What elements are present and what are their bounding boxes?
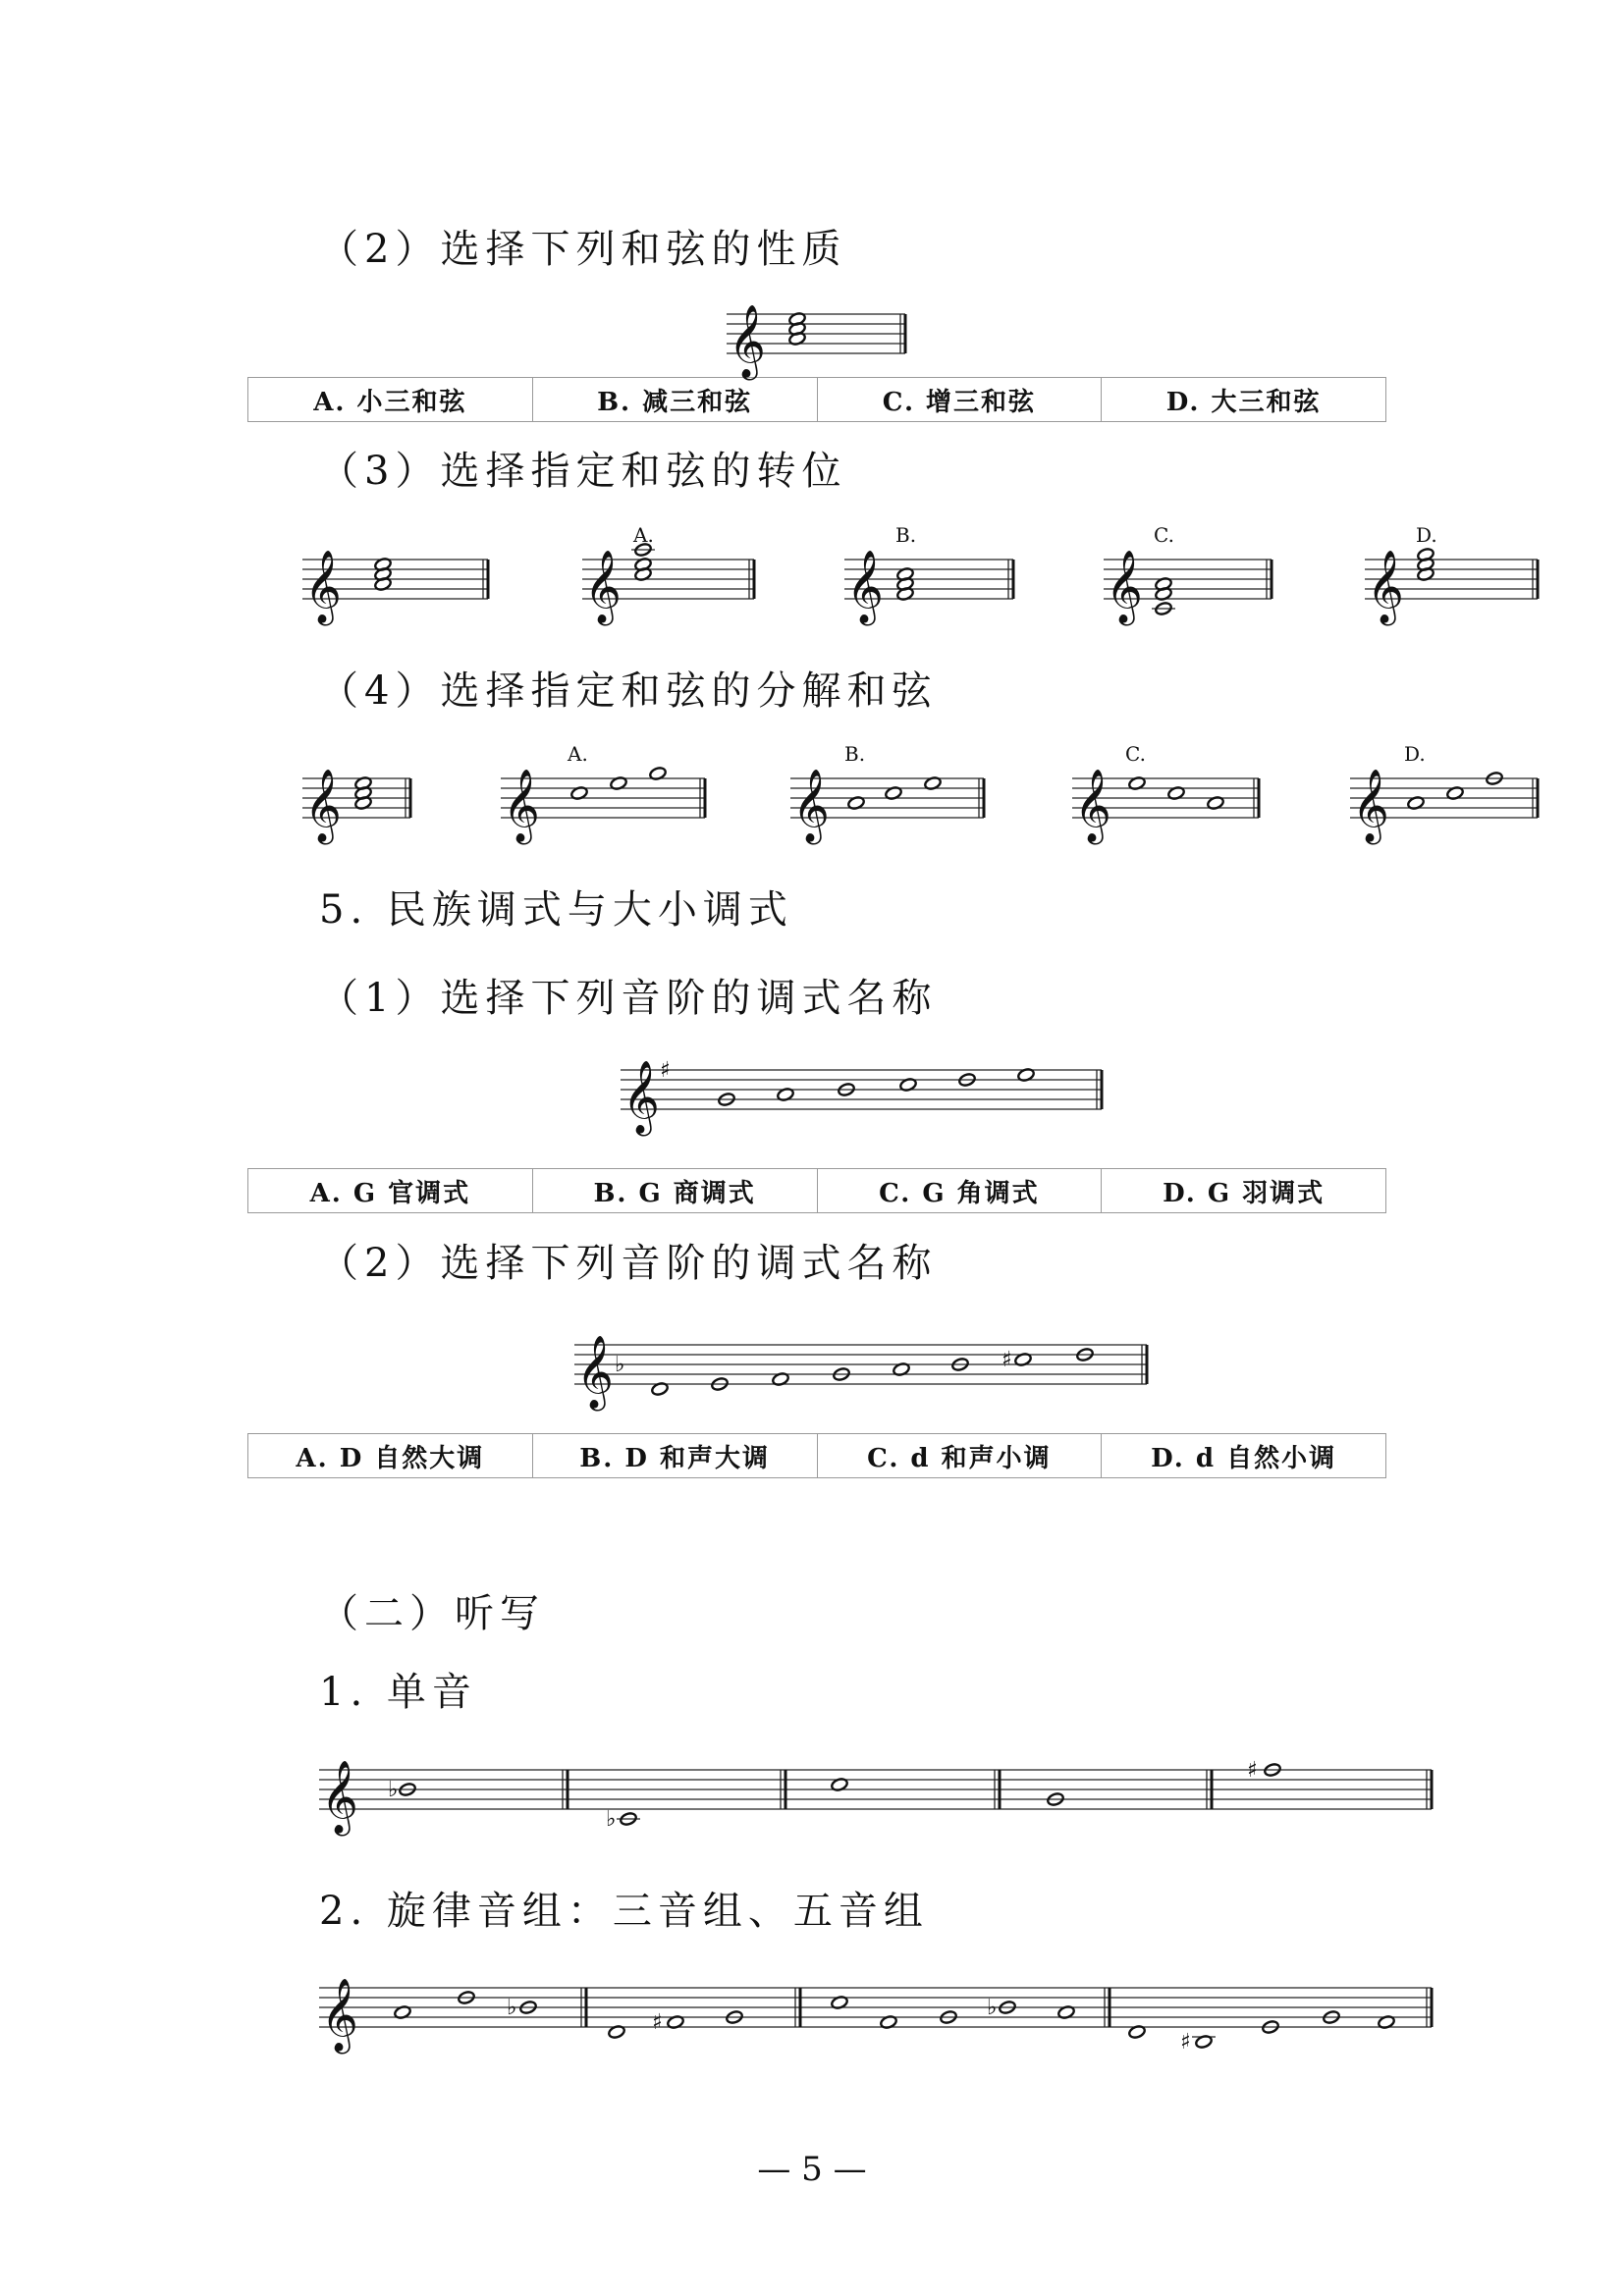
heading-scale-2: （2）选择下列音阶的调式名称 (319, 1241, 938, 1286)
sharp-icon: ♯ (652, 2010, 663, 2035)
whole-note-icon (1486, 771, 1504, 785)
whole-note-icon (1195, 2034, 1214, 2049)
option-b[interactable]: B. G 商调式 (532, 1169, 817, 1213)
whole-note-icon (899, 1077, 918, 1092)
flat-icon: ♭ (987, 1996, 998, 2020)
whole-note-icon (896, 586, 915, 601)
whole-note-icon (833, 1366, 851, 1381)
heading-broken-chord: （4）选择指定和弦的分解和弦 (319, 668, 938, 714)
whole-note-icon (570, 785, 589, 800)
treble-clef-icon: 𝄞 (584, 551, 622, 623)
sharp-icon: ♯ (1247, 1758, 1258, 1783)
treble-clef-icon: 𝄞 (1352, 770, 1389, 842)
flat-icon: ♭ (507, 1996, 517, 2020)
whole-note-icon (634, 542, 653, 557)
whole-note-icon (620, 1811, 638, 1826)
chord-quality-options (247, 377, 1386, 422)
whole-note-icon (649, 766, 668, 780)
option-c[interactable]: C. G 角调式 (817, 1169, 1102, 1213)
whole-note-icon (1323, 2009, 1341, 2024)
heading-melodic-group: 2. 旋律音组：三音组、五音组 (319, 1889, 929, 1934)
option-a[interactable]: A. G 官调式 (248, 1169, 533, 1213)
treble-clef-icon: 𝄞 (321, 1979, 358, 2052)
scale1-options (247, 1168, 1386, 1213)
whole-note-icon (667, 2014, 685, 2029)
heading-inversion: （3）选择指定和弦的转位 (319, 449, 847, 494)
whole-note-icon (1128, 775, 1147, 790)
whole-note-icon (772, 1371, 790, 1386)
whole-note-icon (1155, 601, 1173, 615)
option-c[interactable]: C. 增三和弦 (817, 378, 1102, 422)
whole-note-icon (374, 566, 393, 581)
whole-note-icon (880, 2014, 898, 2029)
sharp-icon: ♯ (1001, 1348, 1012, 1372)
whole-note-icon (1155, 586, 1173, 601)
whole-note-icon (1076, 1347, 1095, 1362)
option-b[interactable]: B. D 和声大调 (532, 1434, 817, 1478)
whole-note-icon (838, 1082, 856, 1096)
whole-note-icon (458, 1990, 476, 2004)
whole-note-icon (718, 1092, 736, 1106)
option-a[interactable]: A. 小三和弦 (248, 378, 533, 422)
whole-note-icon (1446, 785, 1465, 800)
scale2-options (247, 1433, 1386, 1478)
treble-clef-icon: 𝄞 (1106, 551, 1143, 623)
whole-note-icon (1417, 547, 1435, 561)
option-d[interactable]: D. G 羽调式 (1102, 1169, 1386, 1213)
whole-note-icon (1167, 785, 1186, 800)
option-b[interactable]: B. 减三和弦 (532, 378, 817, 422)
whole-note-icon (999, 2000, 1017, 2014)
heading-dictation: （二）听写 (319, 1591, 545, 1636)
whole-note-icon (651, 1381, 670, 1396)
whole-note-icon (354, 795, 373, 810)
whole-note-icon (788, 321, 807, 336)
choice-label: B. (844, 742, 866, 766)
whole-note-icon (777, 1087, 795, 1101)
whole-note-icon (1047, 1791, 1065, 1806)
whole-note-icon (1014, 1352, 1033, 1366)
treble-clef-icon: 𝄞 (576, 1336, 614, 1409)
whole-note-icon (634, 557, 653, 571)
whole-note-icon (399, 1782, 417, 1796)
treble-clef-icon: 𝄞 (623, 1061, 660, 1134)
heading-scale-1: （1）选择下列音阶的调式名称 (319, 976, 938, 1021)
whole-note-icon (896, 566, 915, 581)
treble-clef-icon: 𝄞 (304, 551, 342, 623)
choice-label: A. (568, 742, 588, 766)
heading-chord-quality: （2）选择下列和弦的性质 (319, 227, 847, 272)
whole-note-icon (1417, 566, 1435, 581)
treble-clef-icon: 𝄞 (1367, 551, 1404, 623)
whole-note-icon (788, 331, 807, 346)
whole-note-icon (940, 2009, 958, 2024)
choice-label: A. (633, 523, 654, 547)
whole-note-icon (1057, 2004, 1076, 2019)
choice-label: C. (1125, 742, 1146, 766)
choice-label: D. (1404, 742, 1426, 766)
whole-note-icon (354, 775, 373, 790)
whole-note-icon (1017, 1067, 1036, 1082)
whole-note-icon (885, 785, 903, 800)
whole-note-icon (726, 2009, 744, 2024)
whole-note-icon (958, 1072, 977, 1087)
whole-note-icon (1207, 795, 1225, 810)
page-number: — 5 — (757, 2150, 867, 2189)
whole-note-icon (519, 2000, 538, 2014)
treble-clef-icon: 𝄞 (304, 770, 342, 842)
choice-label: C. (1154, 523, 1174, 547)
treble-clef-icon: 𝄞 (321, 1761, 358, 1834)
whole-note-icon (374, 576, 393, 591)
whole-note-icon (831, 1995, 849, 2009)
flat-icon: ♭ (388, 1778, 399, 1802)
whole-note-icon (788, 311, 807, 326)
treble-clef-icon: 𝄞 (1074, 770, 1111, 842)
treble-clef-icon: 𝄞 (792, 770, 830, 842)
sharp-icon: ♯ (660, 1058, 671, 1083)
whole-note-icon (847, 795, 866, 810)
whole-note-icon (610, 775, 628, 790)
whole-note-icon (1378, 2014, 1396, 2029)
treble-clef-icon: 𝄞 (503, 770, 540, 842)
whole-note-icon (354, 785, 373, 800)
staff-chord-quality (0, 0, 1, 1)
option-d[interactable]: D. 大三和弦 (1102, 378, 1386, 422)
whole-note-icon (1417, 557, 1435, 571)
whole-note-icon (831, 1777, 849, 1791)
option-c[interactable]: C. d 和声小调 (817, 1434, 1102, 1478)
whole-note-icon (1264, 1762, 1282, 1777)
flat-icon: ♭ (615, 1353, 625, 1377)
whole-note-icon (394, 2004, 412, 2019)
treble-clef-icon: 𝄞 (729, 305, 766, 378)
option-d[interactable]: D. d 自然小调 (1102, 1434, 1386, 1478)
treble-clef-icon: 𝄞 (846, 551, 884, 623)
choice-label: B. (895, 523, 917, 547)
whole-note-icon (896, 576, 915, 591)
heading-section-5: 5. 民族调式与大小调式 (319, 887, 793, 933)
option-a[interactable]: A. D 自然大调 (248, 1434, 533, 1478)
heading-single-note: 1. 单音 (319, 1670, 477, 1715)
whole-note-icon (893, 1362, 911, 1376)
whole-note-icon (608, 2024, 626, 2039)
whole-note-icon (1155, 576, 1173, 591)
whole-note-icon (924, 775, 943, 790)
whole-note-icon (374, 557, 393, 571)
flat-icon: ♭ (606, 1807, 617, 1832)
sharp-icon: ♯ (1180, 2030, 1191, 2055)
choice-label: D. (1416, 523, 1437, 547)
whole-note-icon (1407, 795, 1426, 810)
whole-note-icon (1262, 2019, 1280, 2034)
whole-note-icon (634, 566, 653, 581)
whole-note-icon (1128, 2024, 1147, 2039)
whole-note-icon (711, 1376, 730, 1391)
whole-note-icon (951, 1357, 970, 1371)
